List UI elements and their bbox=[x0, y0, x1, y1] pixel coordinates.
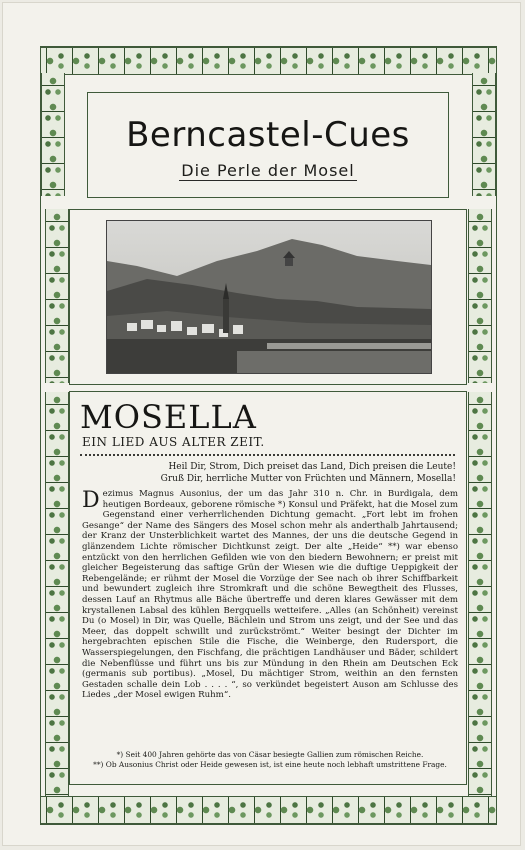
footnote: **) Ob Ausonius Christ oder Heide gewesen ist, ist eine heute noch lebhaft umstrittene Frage. bbox=[93, 759, 447, 769]
body-paragraph: ezimus Magnus Ausonius, der um das Jahr 310 n. Chr. in Burdigala, dem heutigen Bordeaux, geborene römische *) Konsul und Präfekt, hat die Mosel zum Gegenstand einer verherrlichenden Dichtung gemacht. „Fort lebt im frohen Gesange“ der Name des Sängers des Mosel schon mehr als anderthalb Jahrtausend; der Kranz der Unsterblichkeit wartet des Mannes, der uns die deutsche Gegend in glänzendem Lichte römischer Dichtkunst zeigt. Der alte „Heide“ **) war ebenso entzückt von den herrlichen Gefilden wie von den biedern Bewohnern; er preist mit gleicher Begeisterung das saftige Grün der Wiesen wie die duftige Ueppigkeit der Rebengelände; er rühmt der Mosel die Vorzüge der See nach ob ihrer Schiffbarkeit und bewundert zugleich ihre Stromkraft und die schöne Bewegtheit des Flusses, dessen Lauf an Rhytmus alle Bäche übertreffe und deren klares Gewässer mit dem krystallenen Labsal des kühlen Bergquells wetteifere. „Alles (an Schönheit) vereinst Du (o Mosel) in Dir, was Quelle, Bächlein und Strom uns zeigt, und der See und das Meer, das doppelt schwillt und zurückströmt.“ Weiter besingt der Dichter im hergebrachten epischen Stile die Fische, die Weinberge, den Rudersport, die Wasserspiegelungen, den Fischfang, die prächtigen Landhäuser und Bäder, schildert die Nebenflüsse und führt uns bis zur Mündung in den Rhein am Deutschen Eck (germanis sub portibus). „Mosel, Du mächtiger Strom, weithin an den fernsten Gestaden schalle dein Lob . . . . “, so verkündet begeistert Auson am Schlusse des Liedes „der Mosel ewigen Ruhm“. bbox=[82, 489, 458, 701]
vine-border-left-top bbox=[41, 73, 65, 196]
dotted-divider bbox=[80, 454, 455, 456]
document-title: Berncastel-Cues bbox=[126, 115, 410, 155]
title-panel bbox=[87, 92, 449, 198]
poem-heading: MOSELLA bbox=[80, 398, 257, 436]
vine-border-left-bottom bbox=[45, 392, 69, 796]
vine-border-right-bottom bbox=[468, 392, 492, 796]
verse-block bbox=[126, 462, 456, 485]
vine-border-bottom bbox=[41, 796, 496, 824]
photo-panel bbox=[69, 209, 467, 385]
vine-border-top bbox=[41, 47, 496, 75]
drop-cap: D bbox=[82, 488, 100, 513]
vine-border-left-middle bbox=[45, 209, 69, 383]
document-page bbox=[3, 3, 520, 845]
body-text bbox=[82, 489, 458, 701]
town-landscape-photo bbox=[106, 220, 432, 374]
verse-line: Heil Dir, Strom, Dich preiset das Land, Dich preisen die Leute! bbox=[168, 462, 456, 472]
document-subtitle: Die Perle der Mosel bbox=[181, 161, 355, 180]
footnotes bbox=[82, 750, 458, 769]
vine-border-right-top bbox=[472, 73, 496, 196]
verse-line: Gruß Dir, herrliche Mutter von Früchten und Männern, Mosella! bbox=[160, 473, 456, 484]
text-panel bbox=[69, 391, 467, 785]
footnote: *) Seit 400 Jahren gehörte das von Cäsar besiegte Gallien zum römischen Reiche. bbox=[116, 750, 424, 759]
poem-subheading: EIN LIED AUS ALTER ZEIT. bbox=[82, 435, 265, 449]
vine-border-right-middle bbox=[468, 209, 492, 383]
